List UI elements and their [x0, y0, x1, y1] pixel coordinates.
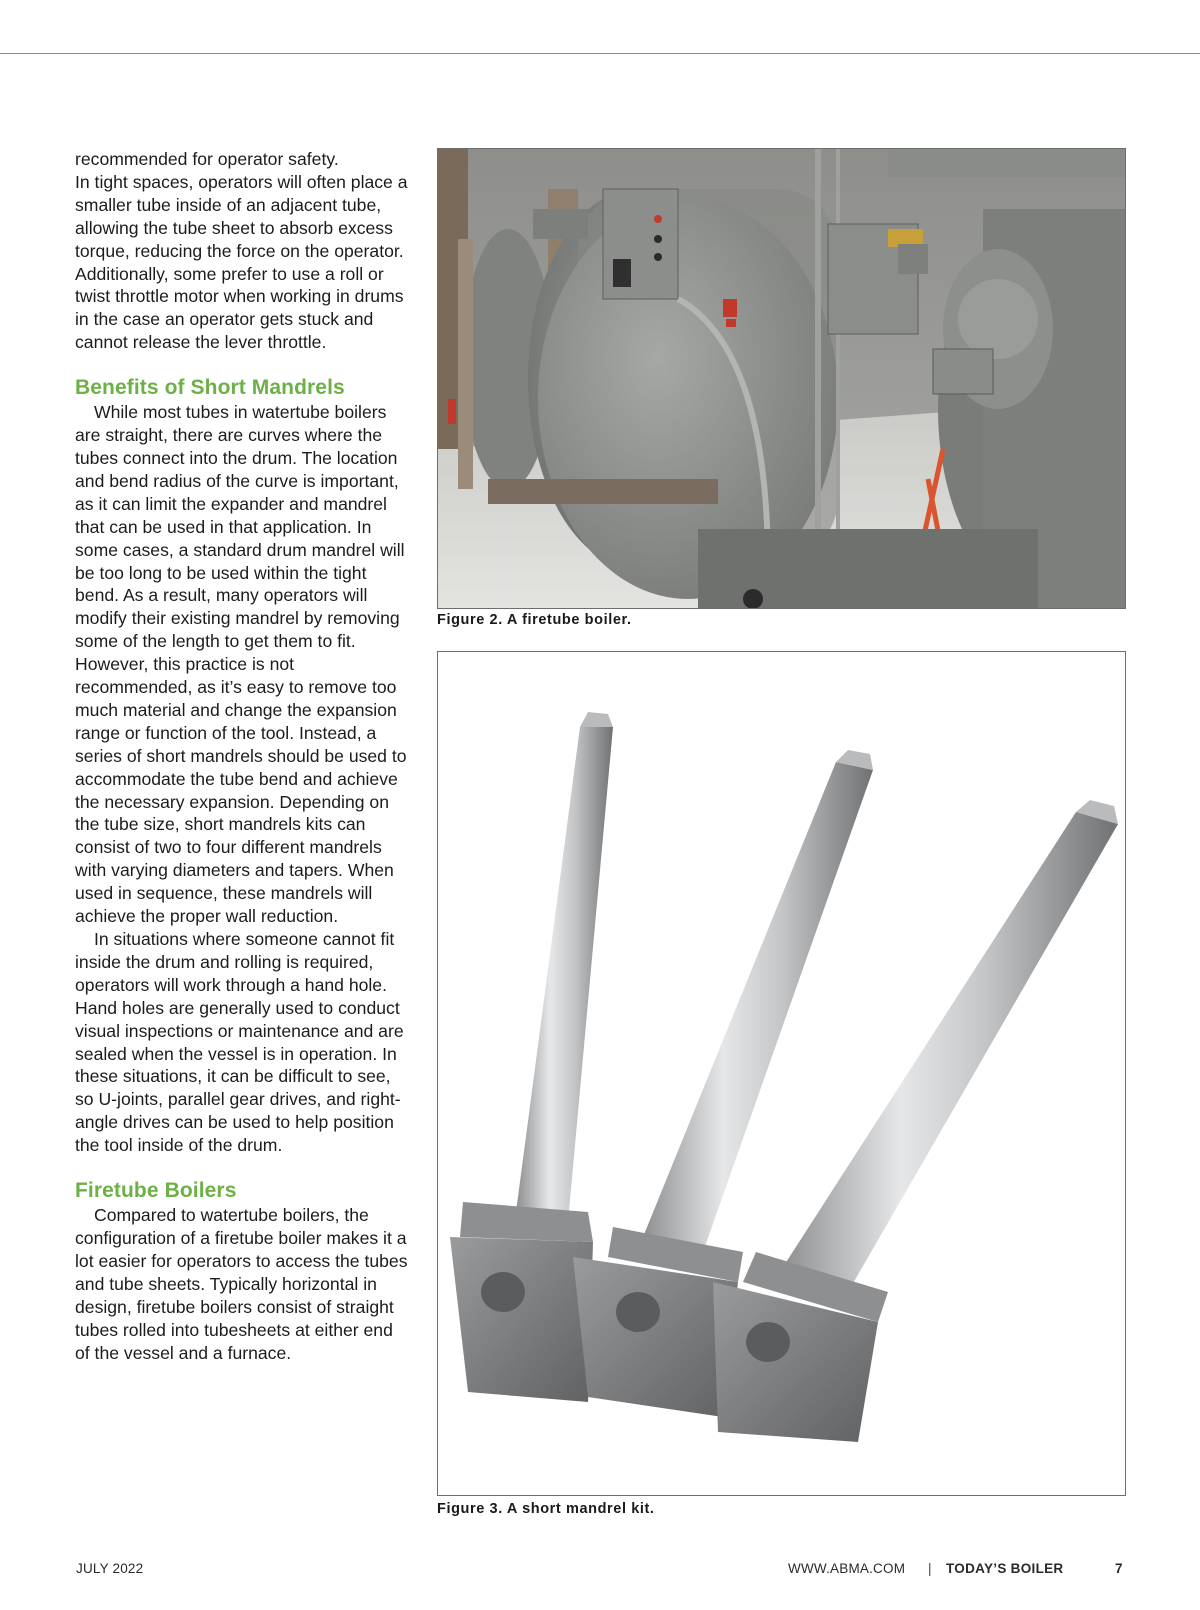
paragraph: In tight spaces, operators will often place a smaller tube inside of an adjacent tube, allowing the tube sheet to absorb excess torque, reducing the force on the operator. Additionally, some prefer to use a roll or twist throttle motor when working in drums in the case an operator gets stuck and cannot release the lever throttle.	[75, 171, 408, 353]
section-heading: Firetube Boilers	[75, 1179, 237, 1203]
mandrel-illustration	[438, 652, 1125, 1495]
figure-caption: Figure 2. A firetube boiler.	[437, 612, 632, 628]
footer-separator: |	[928, 1561, 932, 1576]
footer-website: WWW.ABMA.COM	[788, 1561, 906, 1576]
page-number: 7	[1115, 1561, 1123, 1576]
paragraph: recommended for operator safety.	[75, 149, 339, 169]
figure-boiler-photo	[437, 148, 1126, 609]
footer-date: JULY 2022	[76, 1561, 144, 1576]
paragraph: In situations where someone cannot fit inside the drum and rolling is required, operators will work through a hand hole. Hand holes are generally used to conduct visual inspections or maintenance and are sealed when the vessel is in operation. In these situations, it can be difficult to see, so U-joints, parallel gear drives, and right-angle drives can be used to help position the tool inside of the drum.	[75, 929, 404, 1156]
paragraph: While most tubes in watertube boilers are straight, there are curves where the tubes connect into the drum. The location and bend radius of the curve is important, as it can limit the expander and mandrel that can be used in that application. In some cases, a standard drum mandrel will be too long to be used within the tight bend. As a result, many operators will modify their existing mandrel by removing some of the length to get them to fit. However, this practice is not recommended, as it’s easy to remove too much material and change the expansion range or function of the tool. Instead, a series of short mandrels should be used to accommodate the tube bend and achieve the necessary expansion. Depending on the tube size, short mandrels kits can consist of two to four different mandrels with varying diameters and tapers. When used in sequence, these mandrels will achieve the proper wall reduction.	[75, 402, 407, 927]
section-heading: Benefits of Short Mandrels	[75, 376, 345, 400]
header-rule	[0, 53, 1200, 54]
figure-caption: Figure 3. A short mandrel kit.	[437, 1501, 655, 1517]
footer-magazine-title: TODAY’S BOILER	[946, 1561, 1064, 1576]
boiler-illustration	[438, 149, 1125, 608]
figure-mandrel-kit	[437, 651, 1126, 1496]
paragraph: Compared to watertube boilers, the configuration of a firetube boiler makes it a lot easier for operators to access the tubes and tube sheets. Typically horizontal in design, firetube boilers consist of straight tubes rolled into tubesheets at either end of the vessel and a furnace.	[75, 1205, 408, 1363]
article-column	[75, 148, 410, 1364]
